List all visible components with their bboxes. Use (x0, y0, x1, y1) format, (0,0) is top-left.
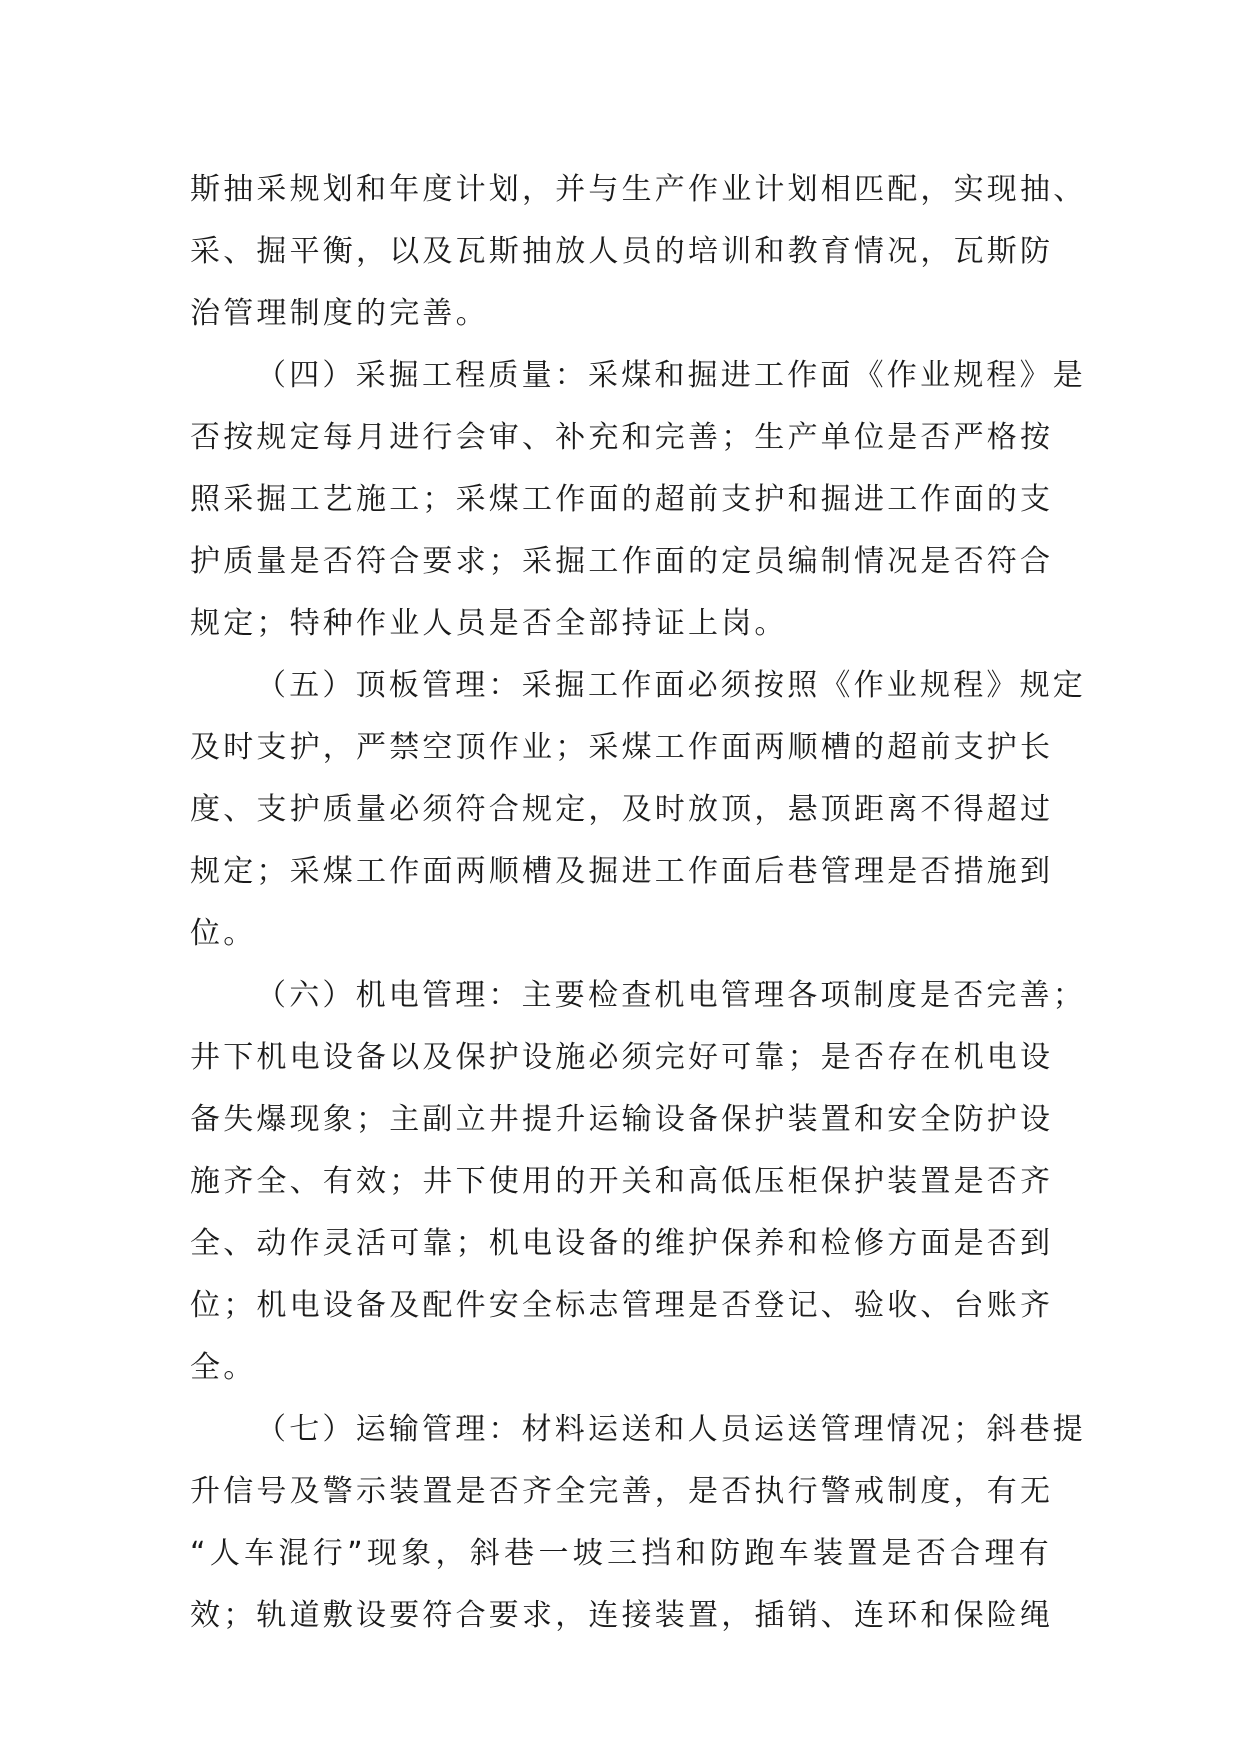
text-line: 全。 (190, 1350, 257, 1385)
text-line: 规定；采煤工作面两顺槽及掘进工作面后巷管理是否措施到 (190, 854, 1054, 889)
text-line: 效；轨道敷设要符合要求，连接装置，插销、连环和保险绳 (190, 1598, 1054, 1633)
text-line: 治管理制度的完善。 (190, 296, 489, 331)
paragraph-gas-drainage (190, 159, 1087, 345)
paragraph-mining-quality (190, 345, 1086, 655)
text-line: （六）机电管理：主要检查机电管理各项制度是否完善； (256, 978, 1086, 1013)
text-line: 采、掘平衡，以及瓦斯抽放人员的培训和教育情况，瓦斯防 (190, 234, 1054, 269)
text-line: 施齐全、有效；井下使用的开关和高低压柜保护装置是否齐 (190, 1164, 1054, 1199)
text-line: 规定；特种作业人员是否全部持证上岗。 (190, 606, 788, 641)
text-line: 全、动作灵活可靠；机电设备的维护保养和检修方面是否到 (190, 1226, 1054, 1261)
text-line: （四）采掘工程质量：采煤和掘进工作面《作业规程》是 (256, 358, 1086, 393)
text-line: 位；机电设备及配件安全标志管理是否登记、验收、台账齐 (190, 1288, 1054, 1323)
text-line: 升信号及警示装置是否齐全完善，是否执行警戒制度，有无 (190, 1474, 1054, 1509)
text-line: （七）运输管理：材料运送和人员运送管理情况；斜巷提 (256, 1412, 1086, 1447)
paragraph-transport (190, 1399, 1086, 1647)
text-line: 井下机电设备以及保护设施必须完好可靠；是否存在机电设 (190, 1040, 1054, 1075)
paragraph-roof-management (190, 655, 1086, 965)
text-line: 度、支护质量必须符合规定，及时放顶，悬顶距离不得超过 (190, 792, 1054, 827)
text-line: 备失爆现象；主副立井提升运输设备保护装置和安全防护设 (190, 1102, 1054, 1137)
text-line: 否按规定每月进行会审、补充和完善；生产单位是否严格按 (190, 420, 1054, 455)
text-line: “人车混行”现象，斜巷一坡三挡和防跑车装置是否合理有 (190, 1536, 1052, 1571)
text-line: （五）顶板管理：采掘工作面必须按照《作业规程》规定 (256, 668, 1086, 703)
text-line: 护质量是否符合要求；采掘工作面的定员编制情况是否符合 (190, 544, 1054, 579)
text-line: 位。 (190, 916, 257, 951)
paragraph-electromechanical (190, 965, 1086, 1399)
text-line: 照采掘工艺施工；采煤工作面的超前支护和掘进工作面的支 (190, 482, 1054, 517)
text-line: 斯抽采规划和年度计划，并与生产作业计划相匹配，实现抽、 (190, 172, 1087, 207)
text-line: 及时支护，严禁空顶作业；采煤工作面两顺槽的超前支护长 (190, 730, 1054, 765)
document-body (190, 159, 1087, 1647)
